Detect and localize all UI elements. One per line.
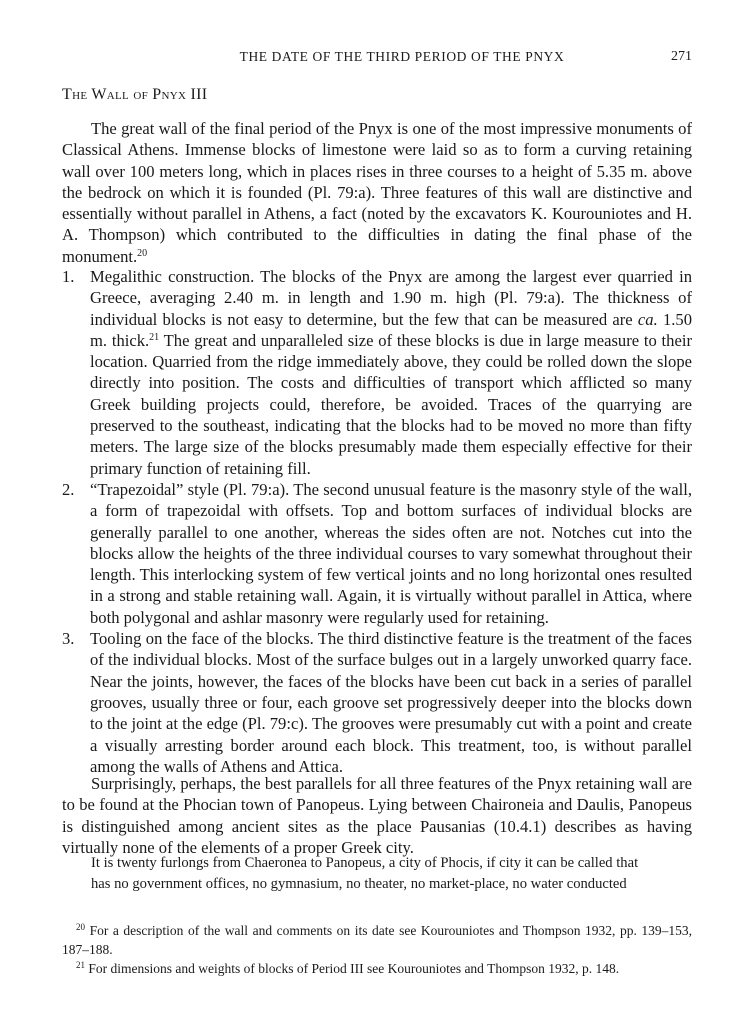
footnote-21 [62,959,692,978]
page-number: 271 [671,49,692,64]
footnote-text: For dimensions and weights of blocks of Period III see Kourouniotes and Thompson 1932, p. 148. [88,961,620,976]
list-number: 3. [62,629,75,649]
intro-text: The great wall of the final period of the Pnyx is one of the most impressive monuments of Classical Athens. Immense blocks of limestone were laid so as to form a curving retaining wall over 100 meters long, which in places rises in three courses to a height of 5.35 m. above the bedrock on which it is founded (Pl. 79:a). Three features of this wall are distinctive and essentially without parallel in Athens, a fact (noted by the excavators K. Kourouniotes and H. A. Thompson) which contributed to the difficulties in dating the final phase of the monument. [62,119,692,266]
quote-line: has no government offices, no gymnasium, no theater, no market-place, no water conducted [91,875,627,892]
list-item-text: Megalithic construction. The blocks of the Pnyx are among the largest ever quarried in Greece, averaging 2.40 m. in length and 1.90 m. high (Pl. 79:a). The thickness of individual blocks is not easy to determine, but the few that can be measured are [90,267,692,329]
list-item-text: “Trapezoidal” style (Pl. 79:a). The second unusual feature is the masonry style of the wall, a form of trapezoidal with offsets. Top and bottom surfaces of individual blocks are generally parallel to one another, whereas the sides often are not. Notches cut into the blocks allow the heights of the three individual courses to vary somewhat throughout their length. This interlocking system of few vertical joints and no long horizontal ones resulted in a strong and stable retaining wall. Again, it is virtually without parallel in Attica, where both polygonal and ashlar masonry were regularly used for retaining. [90,479,692,627]
footnote-number: 21 [76,960,85,970]
list-item-text: 1.50 m. thick. [90,309,692,350]
footnote-number: 20 [76,922,85,932]
list-number: 2. [62,479,75,499]
footnote-ref-21[interactable]: 21 [149,331,160,343]
quote-line: It is twenty furlongs from Chaeronea to Panopeus, a city of Phocis, if city it can be called that [91,855,639,871]
list-item-text: Tooling on the face of the blocks. The third distinctive feature is the treatment of the faces of the individual blocks. Most of the surface bulges out in a largely unworked quarry face. Near the joints, however, the faces of the blocks have been cut back in a series of parallel grooves, usually three or four, each groove set progressively deeper into the blocks down to the joint at the edge (Pl. 79:c). The grooves were presumably cut with a point and create a visually arresting border around each block. This treatment, too, is without parallel among the walls of Athens and Attica. [90,629,692,776]
intro-paragraph [62,118,692,267]
list-number: 1. [62,267,75,286]
list-item-trapezoidal [62,479,692,628]
footnote-20 [62,921,692,959]
section-heading: The Wall of Pnyx III [62,86,208,103]
features-list [62,266,692,777]
running-head [62,49,692,69]
closing-paragraph: Surprisingly, perhaps, the best parallels for all three features of the Pnyx retaining wall are to be found at the Phocian town of Panopeus. Lying between Chaironeia and Daulis, Panopeus is distinguished among ancient sites as the place Pausanias (10.4.1) describes as having virtually none of the elements of a proper Greek city. [62,774,692,857]
running-title: THE DATE OF THE THIRD PERIOD OF THE PNYX [239,49,565,64]
footnote-ref-20[interactable]: 20 [137,247,148,259]
footnotes [62,921,692,978]
footnote-text: For a description of the wall and comments on its date see Kourouniotes and Thompson 1932, pp. 139–153, 187–188. [62,923,692,957]
italic-ca: ca. [637,309,658,329]
list-item-megalithic [62,266,692,479]
list-item-text: The great and unparalleled size of these blocks is due in large measure to their location. Quarried from the ridge immediately above, they could be rolled down the slope directly into position. The costs and difficulties of transport which afflicted so many Greek building projects could, therefore, be avoided. Traces of the quarrying are preserved to the southeast, indicating that the blocks had to be moved no more than fifty meters. The large size of the blocks presumably made them especially effective for their primary function of retaining fill. [90,330,692,478]
list-item-tooling [62,628,692,777]
block-quote [91,853,691,894]
